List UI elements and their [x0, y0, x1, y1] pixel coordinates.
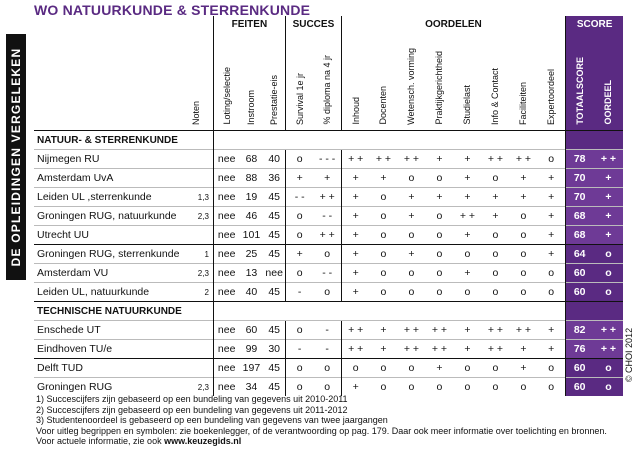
cell-praktijk: o	[425, 283, 453, 302]
cell-inhoud: +	[341, 188, 369, 207]
col-prestatie: Prestatie-eis	[269, 74, 280, 125]
cell-wetensch: +	[397, 245, 425, 264]
cell-studielast: o	[453, 378, 481, 397]
cell-info: o	[481, 359, 509, 378]
cell-loting: nee	[213, 340, 239, 359]
cell-oordeel: +	[593, 226, 623, 245]
row-note: 2,3	[179, 207, 213, 226]
cell-loting: nee	[213, 264, 239, 283]
cell-praktijk: +	[425, 150, 453, 169]
cell-prestatie: nee	[263, 264, 285, 283]
cell-studielast: +	[453, 188, 481, 207]
cell-instroom: 25	[239, 245, 263, 264]
cell-score: 64	[565, 245, 593, 264]
col-oordeel: OORDEEL	[603, 80, 614, 125]
cell-instroom: 101	[239, 226, 263, 245]
row-name: Leiden UL ,sterrenkunde	[34, 188, 179, 207]
cell-expert: o	[537, 264, 565, 283]
row-name: Groningen RUG, sterrenkunde	[34, 245, 179, 264]
cell-survival: -	[285, 283, 313, 302]
cell-praktijk: o	[425, 378, 453, 397]
cell-praktijk: o	[425, 169, 453, 188]
cell-instroom: 13	[239, 264, 263, 283]
cell-faciliteiten: o	[509, 226, 537, 245]
cell-docenten: o	[369, 378, 397, 397]
cell-info: +	[481, 188, 509, 207]
cell-wetensch: o	[397, 378, 425, 397]
cell-loting: nee	[213, 378, 239, 397]
cell-studielast: +	[453, 169, 481, 188]
cell-info: o	[481, 226, 509, 245]
cell-diploma: - -	[313, 264, 341, 283]
cell-expert: +	[537, 207, 565, 226]
footnote-explanation: Voor uitleg begrippen en symbolen: zie boekenlegger, of de verantwoording op pag. 179. Daar ook meer informatie over toelichting en bronnen.	[36, 425, 607, 436]
cell-loting: nee	[213, 283, 239, 302]
cell-wetensch: o	[397, 226, 425, 245]
cell-diploma: -	[313, 321, 341, 340]
cell-inhoud: o	[341, 359, 369, 378]
cell-instroom: 19	[239, 188, 263, 207]
cell-praktijk: o	[425, 264, 453, 283]
cell-diploma: - -	[313, 207, 341, 226]
cell-faciliteiten: o	[509, 378, 537, 397]
cell-score: 60	[565, 283, 593, 302]
cell-faciliteiten: +	[509, 169, 537, 188]
col-studielast: Studielast	[462, 85, 473, 125]
row-note: 2,3	[179, 378, 213, 397]
row-note: 2	[179, 283, 213, 302]
col-instroom: Instroom	[246, 89, 257, 125]
cell-docenten: o	[369, 264, 397, 283]
cell-score: 70	[565, 188, 593, 207]
cell-expert: +	[537, 169, 565, 188]
cell-survival: o	[285, 264, 313, 283]
cell-oordeel: + +	[593, 150, 623, 169]
cell-instroom: 34	[239, 378, 263, 397]
col-expert: Expertoordeel	[546, 68, 557, 125]
cell-docenten: o	[369, 188, 397, 207]
cell-prestatie: 45	[263, 321, 285, 340]
cell-faciliteiten: o	[509, 245, 537, 264]
cell-loting: nee	[213, 169, 239, 188]
cell-score: 60	[565, 264, 593, 283]
group-oordelen: OORDELEN	[341, 16, 565, 33]
cell-wetensch: o	[397, 264, 425, 283]
cell-oordeel: +	[593, 169, 623, 188]
footnote-info-prefix: Voor actuele informatie, zie ook	[36, 436, 165, 446]
row-note	[179, 340, 213, 359]
cell-instroom: 40	[239, 283, 263, 302]
cell-oordeel: o	[593, 359, 623, 378]
cell-expert: +	[537, 321, 565, 340]
row-note	[179, 150, 213, 169]
row-note: 1,3	[179, 188, 213, 207]
cell-docenten: o	[369, 226, 397, 245]
cell-info: +	[481, 207, 509, 226]
row-name: Eindhoven TU/e	[34, 340, 179, 359]
cell-inhoud: +	[341, 264, 369, 283]
cell-loting: nee	[213, 359, 239, 378]
cell-wetensch: + +	[397, 321, 425, 340]
cell-faciliteiten: +	[509, 340, 537, 359]
cell-studielast: +	[453, 264, 481, 283]
col-totaalscore: TOTAALSCORE	[574, 57, 585, 125]
cell-docenten: +	[369, 321, 397, 340]
group-feiten: FEITEN	[213, 16, 285, 33]
row-note	[179, 321, 213, 340]
cell-instroom: 68	[239, 150, 263, 169]
cell-docenten: +	[369, 169, 397, 188]
cell-prestatie: 40	[263, 150, 285, 169]
cell-loting: nee	[213, 245, 239, 264]
col-praktijk: Praktijkgerichtheid	[434, 51, 445, 125]
cell-inhoud: +	[341, 378, 369, 397]
cell-faciliteiten: o	[509, 283, 537, 302]
cell-diploma: o	[313, 283, 341, 302]
cell-praktijk: o	[425, 245, 453, 264]
cell-expert: +	[537, 226, 565, 245]
row-note	[179, 169, 213, 188]
section-title: NATUUR- & STERRENKUNDE	[34, 131, 213, 150]
cell-oordeel: +	[593, 207, 623, 226]
cell-score: 78	[565, 150, 593, 169]
cell-praktijk: +	[425, 359, 453, 378]
cell-score: 68	[565, 226, 593, 245]
cell-instroom: 197	[239, 359, 263, 378]
cell-praktijk: +	[425, 188, 453, 207]
side-label: DE OPLEIDINGEN VERGELEKEN	[9, 47, 23, 267]
cell-faciliteiten: + +	[509, 150, 537, 169]
cell-oordeel: + +	[593, 340, 623, 359]
col-diploma: % diploma na 4 jr	[322, 55, 333, 125]
cell-oordeel: o	[593, 245, 623, 264]
cell-praktijk: + +	[425, 340, 453, 359]
cell-faciliteiten: +	[509, 188, 537, 207]
cell-docenten: o	[369, 207, 397, 226]
cell-wetensch: +	[397, 188, 425, 207]
cell-inhoud: + +	[341, 150, 369, 169]
cell-studielast: +	[453, 321, 481, 340]
cell-survival: -	[285, 340, 313, 359]
cell-faciliteiten: o	[509, 264, 537, 283]
cell-info: + +	[481, 340, 509, 359]
section-title: TECHNISCHE NATUURKUNDE	[34, 302, 213, 321]
cell-diploma: o	[313, 359, 341, 378]
cell-score: 70	[565, 169, 593, 188]
cell-survival: - -	[285, 188, 313, 207]
cell-loting: nee	[213, 188, 239, 207]
cell-praktijk: + +	[425, 321, 453, 340]
cell-survival: o	[285, 321, 313, 340]
cell-inhoud: +	[341, 169, 369, 188]
cell-oordeel: o	[593, 378, 623, 397]
row-name: Delft TUD	[34, 359, 179, 378]
copyright-notice	[622, 320, 636, 390]
row-name: Enschede UT	[34, 321, 179, 340]
cell-studielast: +	[453, 226, 481, 245]
cell-score: 60	[565, 378, 593, 397]
col-survival: Survival 1e jr	[294, 72, 305, 125]
cell-docenten: o	[369, 283, 397, 302]
cell-survival: o	[285, 378, 313, 397]
cell-studielast: o	[453, 359, 481, 378]
cell-inhoud: + +	[341, 340, 369, 359]
cell-oordeel: + +	[593, 321, 623, 340]
cell-faciliteiten: + +	[509, 321, 537, 340]
cell-instroom: 99	[239, 340, 263, 359]
cell-studielast: + +	[453, 207, 481, 226]
cell-diploma: + +	[313, 188, 341, 207]
group-score: SCORE	[565, 16, 623, 33]
cell-diploma: -	[313, 340, 341, 359]
cell-wetensch: +	[397, 207, 425, 226]
cell-instroom: 60	[239, 321, 263, 340]
cell-oordeel: o	[593, 283, 623, 302]
cell-docenten: + +	[369, 150, 397, 169]
cell-survival: +	[285, 245, 313, 264]
col-inhoud: Inhoud	[350, 97, 361, 125]
cell-diploma: o	[313, 378, 341, 397]
cell-loting: nee	[213, 150, 239, 169]
cell-prestatie: 45	[263, 226, 285, 245]
col-faciliteiten: Faciliteiten	[518, 81, 529, 125]
cell-info: + +	[481, 321, 509, 340]
cell-docenten: o	[369, 359, 397, 378]
cell-expert: o	[537, 359, 565, 378]
cell-docenten: o	[369, 245, 397, 264]
cell-expert: +	[537, 245, 565, 264]
row-name: Nijmegen RU	[34, 150, 179, 169]
cell-prestatie: 45	[263, 207, 285, 226]
comparison-table	[34, 16, 623, 396]
col-docenten: Docenten	[378, 86, 389, 125]
cell-diploma: +	[313, 169, 341, 188]
copyright-text: © CHOI 2012	[624, 327, 634, 383]
cell-praktijk: o	[425, 207, 453, 226]
col-wetensch: Wetensch. vorming	[406, 48, 417, 125]
cell-diploma: o	[313, 245, 341, 264]
cell-instroom: 46	[239, 207, 263, 226]
cell-diploma: - - -	[313, 150, 341, 169]
col-loting: Loting/selectie	[221, 67, 232, 125]
cell-inhoud: +	[341, 245, 369, 264]
footnote-3: 3) Studentenoordeel is gebaseerd op een bundeling van gegevens van twee jaargangen	[36, 415, 388, 425]
cell-studielast: +	[453, 150, 481, 169]
group-succes: SUCCES	[285, 16, 341, 33]
footnote-2: 2) Succescijfers zijn gebaseerd op een bundeling van gegevens uit 2011-2012	[36, 404, 348, 415]
cell-info: o	[481, 283, 509, 302]
cell-inhoud: + +	[341, 321, 369, 340]
cell-loting: nee	[213, 321, 239, 340]
cell-studielast: o	[453, 245, 481, 264]
row-note	[179, 359, 213, 378]
side-banner	[6, 34, 26, 280]
cell-prestatie: 30	[263, 340, 285, 359]
cell-oordeel: +	[593, 188, 623, 207]
footnote-1: 1) Succescijfers zijn gebaseerd op een bundeling van gegevens uit 2010-2011	[36, 394, 348, 404]
cell-score: 68	[565, 207, 593, 226]
cell-survival: o	[285, 226, 313, 245]
cell-wetensch: + +	[397, 150, 425, 169]
cell-survival: o	[285, 150, 313, 169]
cell-survival: o	[285, 207, 313, 226]
cell-wetensch: o	[397, 359, 425, 378]
cell-instroom: 88	[239, 169, 263, 188]
cell-expert: +	[537, 340, 565, 359]
row-note	[179, 226, 213, 245]
cell-prestatie: 45	[263, 378, 285, 397]
cell-survival: +	[285, 169, 313, 188]
cell-prestatie: 45	[263, 188, 285, 207]
cell-loting: nee	[213, 207, 239, 226]
cell-studielast: +	[453, 340, 481, 359]
row-note: 1	[179, 245, 213, 264]
row-name: Groningen RUG	[34, 378, 179, 397]
row-name: Groningen RUG, natuurkunde	[34, 207, 179, 226]
cell-expert: o	[537, 378, 565, 397]
cell-faciliteiten: o	[509, 207, 537, 226]
cell-inhoud: +	[341, 226, 369, 245]
cell-prestatie: 45	[263, 283, 285, 302]
cell-studielast: o	[453, 283, 481, 302]
cell-prestatie: 45	[263, 245, 285, 264]
cell-info: o	[481, 264, 509, 283]
cell-wetensch: o	[397, 283, 425, 302]
cell-docenten: +	[369, 340, 397, 359]
cell-info: o	[481, 169, 509, 188]
row-note: 2,3	[179, 264, 213, 283]
cell-info: o	[481, 245, 509, 264]
cell-survival: o	[285, 359, 313, 378]
keuzegids-link[interactable]: www.keuzegids.nl	[164, 436, 242, 446]
cell-wetensch: + +	[397, 340, 425, 359]
row-name: Amsterdam VU	[34, 264, 179, 283]
row-name: Leiden UL, natuurkunde	[34, 283, 179, 302]
footnotes	[36, 394, 607, 447]
cell-faciliteiten: +	[509, 359, 537, 378]
cell-loting: nee	[213, 226, 239, 245]
cell-expert: o	[537, 150, 565, 169]
cell-prestatie: 36	[263, 169, 285, 188]
page-title: WO NATUURKUNDE & STERRENKUNDE	[34, 2, 311, 18]
cell-score: 60	[565, 359, 593, 378]
cell-oordeel: o	[593, 264, 623, 283]
cell-prestatie: 45	[263, 359, 285, 378]
col-noten: Noten	[191, 100, 202, 125]
cell-score: 76	[565, 340, 593, 359]
footnote-info	[36, 436, 607, 447]
cell-diploma: + +	[313, 226, 341, 245]
col-info: Info & Contact	[490, 67, 501, 125]
cell-expert: o	[537, 283, 565, 302]
row-name: Utrecht UU	[34, 226, 179, 245]
cell-info: + +	[481, 150, 509, 169]
cell-inhoud: +	[341, 207, 369, 226]
cell-wetensch: o	[397, 169, 425, 188]
cell-praktijk: o	[425, 226, 453, 245]
cell-expert: +	[537, 188, 565, 207]
row-name: Amsterdam UvA	[34, 169, 179, 188]
cell-info: o	[481, 378, 509, 397]
cell-score: 82	[565, 321, 593, 340]
table-body	[34, 131, 623, 397]
cell-inhoud: +	[341, 283, 369, 302]
